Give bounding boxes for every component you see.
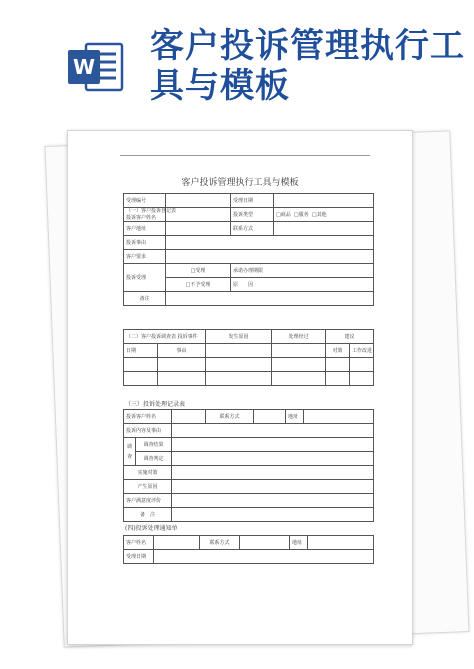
item-cell[interactable] <box>158 358 206 372</box>
table-row <box>124 264 374 278</box>
result-label: 调查结果 <box>136 438 172 452</box>
document-title: 客户投诉管理执行工具与模板 <box>181 178 299 188</box>
table-row <box>124 508 374 522</box>
address-label: 地址 <box>290 536 308 550</box>
address-value[interactable] <box>304 410 374 424</box>
table-row <box>124 452 374 466</box>
remark-value[interactable] <box>166 292 374 306</box>
table-row <box>124 494 374 508</box>
document-page <box>67 130 413 645</box>
demand-label: 客户要求 <box>124 250 166 264</box>
item-cell[interactable] <box>158 372 206 386</box>
measure-label: 实施对策 <box>124 466 172 480</box>
table-row <box>124 292 374 306</box>
complaint-matter-label: 投诉事件 <box>177 334 198 340</box>
word-logo-letter: W <box>72 55 96 79</box>
cause-header: 发生原因 <box>206 330 272 344</box>
acceptance-label: 投诉受理 <box>124 264 166 292</box>
contact-label: 联系方式 <box>200 536 240 550</box>
content-value[interactable] <box>172 424 374 438</box>
date-header: 日期 <box>124 344 158 358</box>
measure-cell[interactable] <box>326 358 350 372</box>
type-option-other[interactable]: □其他 <box>311 212 327 218</box>
receive-no-value[interactable] <box>166 194 231 208</box>
complaint-notice-table <box>123 535 374 564</box>
improve-cell[interactable] <box>350 358 374 372</box>
address-label: 客户地址 <box>124 222 166 236</box>
complainant-label-text: 投诉客户姓名 <box>126 214 157 221</box>
table-row <box>124 250 374 264</box>
receive-date-label: 受理日期 <box>124 550 154 564</box>
improve-cell[interactable] <box>350 372 374 386</box>
header-rule <box>120 155 370 156</box>
table-row <box>124 194 374 208</box>
type-option-service[interactable]: □服务 <box>293 212 309 218</box>
customer-name-value[interactable] <box>154 536 200 550</box>
complaint-investigation-table <box>123 329 374 386</box>
customer-name-label: 投诉客户姓名 <box>124 410 172 424</box>
table-row <box>124 236 374 250</box>
contact-label: 联系方式 <box>231 222 274 236</box>
accept-option[interactable]: □受理 <box>166 264 231 278</box>
cause-cell[interactable] <box>206 344 272 358</box>
customer-name-value[interactable] <box>172 410 206 424</box>
investigate-label <box>124 438 136 466</box>
measure-cell[interactable] <box>326 372 350 386</box>
remark-value[interactable] <box>172 508 374 522</box>
matter-label: 投诉事由 <box>124 236 166 250</box>
suggest-header: 建议 <box>326 330 374 344</box>
address-value[interactable] <box>308 536 374 550</box>
complaint-handling-table <box>123 409 374 522</box>
evaluation-value[interactable] <box>172 494 374 508</box>
contact-value[interactable] <box>274 222 374 236</box>
table-row <box>124 438 374 452</box>
demand-value[interactable] <box>166 250 374 264</box>
improve-header: 工作改进 <box>350 344 374 358</box>
table-row <box>124 550 374 564</box>
word-document-icon <box>64 36 126 98</box>
complaint-register-table <box>123 193 374 306</box>
receive-no-label: 受理编号 <box>124 194 166 208</box>
section1-caption: （一）客户投诉登记表 <box>126 207 177 214</box>
contact-value[interactable] <box>254 410 286 424</box>
matter-value[interactable] <box>166 236 374 250</box>
process-cell[interactable] <box>272 372 326 386</box>
date-cell[interactable] <box>124 372 158 386</box>
investigate-char: 调 <box>126 443 132 450</box>
reason-label: 原 因 <box>231 278 374 292</box>
type-option-goods[interactable]: □商品 <box>276 212 291 218</box>
contact-value[interactable] <box>240 536 290 550</box>
customer-name-label: 客户姓名 <box>124 536 154 550</box>
cause-label: 产生原因 <box>124 480 172 494</box>
receive-date-label: 受理日期 <box>231 194 274 208</box>
complainant-label <box>124 207 177 222</box>
receive-date-value[interactable] <box>274 194 374 208</box>
measure-value[interactable] <box>172 466 374 480</box>
remark-label: 备 注 <box>124 508 172 522</box>
accept-unit-label: 承诺办理期限 <box>231 264 374 278</box>
measure-header: 对策 <box>326 344 350 358</box>
reject-option[interactable]: □不予受理 <box>166 278 231 292</box>
complaint-type-label: 投诉类型 <box>231 208 274 222</box>
cause-cell[interactable] <box>206 358 272 372</box>
table-row <box>124 222 374 236</box>
table-row <box>124 358 374 372</box>
table-row <box>124 480 374 494</box>
section2-caption: （二）客户投诉调查表 <box>126 334 177 340</box>
remark-label: 备注 <box>124 292 166 306</box>
table-row <box>124 208 374 222</box>
section4-caption: (四)投诉处理通知单 <box>125 525 178 532</box>
process-header: 处理经过 <box>272 330 326 344</box>
complaint-matter-header <box>124 330 206 344</box>
date-cell[interactable] <box>124 358 158 372</box>
table-row <box>124 410 374 424</box>
table-row <box>124 466 374 480</box>
table-row <box>124 344 374 358</box>
address-label: 地址 <box>286 410 304 424</box>
process-cell[interactable] <box>272 344 326 358</box>
check-char: 查 <box>126 453 132 460</box>
process-cell[interactable] <box>272 358 326 372</box>
evaluation-label: 客户满意度评价 <box>124 494 172 508</box>
cause-cell[interactable] <box>206 372 272 386</box>
result-value[interactable] <box>172 438 374 452</box>
table-row <box>124 536 374 550</box>
contact-label: 联系方式 <box>206 410 254 424</box>
header <box>0 0 474 120</box>
receive-date-value[interactable] <box>154 550 374 564</box>
section3-caption: （三）投诉处理记录表 <box>125 401 186 408</box>
complaint-type-options[interactable] <box>274 208 374 222</box>
address-value[interactable] <box>166 222 231 236</box>
analysis-label: 调查判定 <box>136 452 172 466</box>
analysis-value[interactable] <box>172 452 374 466</box>
page-title: 客户投诉管理执行工具与模板 <box>150 26 465 106</box>
item-header: 事由 <box>158 344 206 358</box>
content-label: 投诉内容及事由 <box>124 424 172 438</box>
cause-value[interactable] <box>172 480 374 494</box>
table-row <box>124 372 374 386</box>
table-row <box>124 330 374 344</box>
table-row <box>124 424 374 438</box>
